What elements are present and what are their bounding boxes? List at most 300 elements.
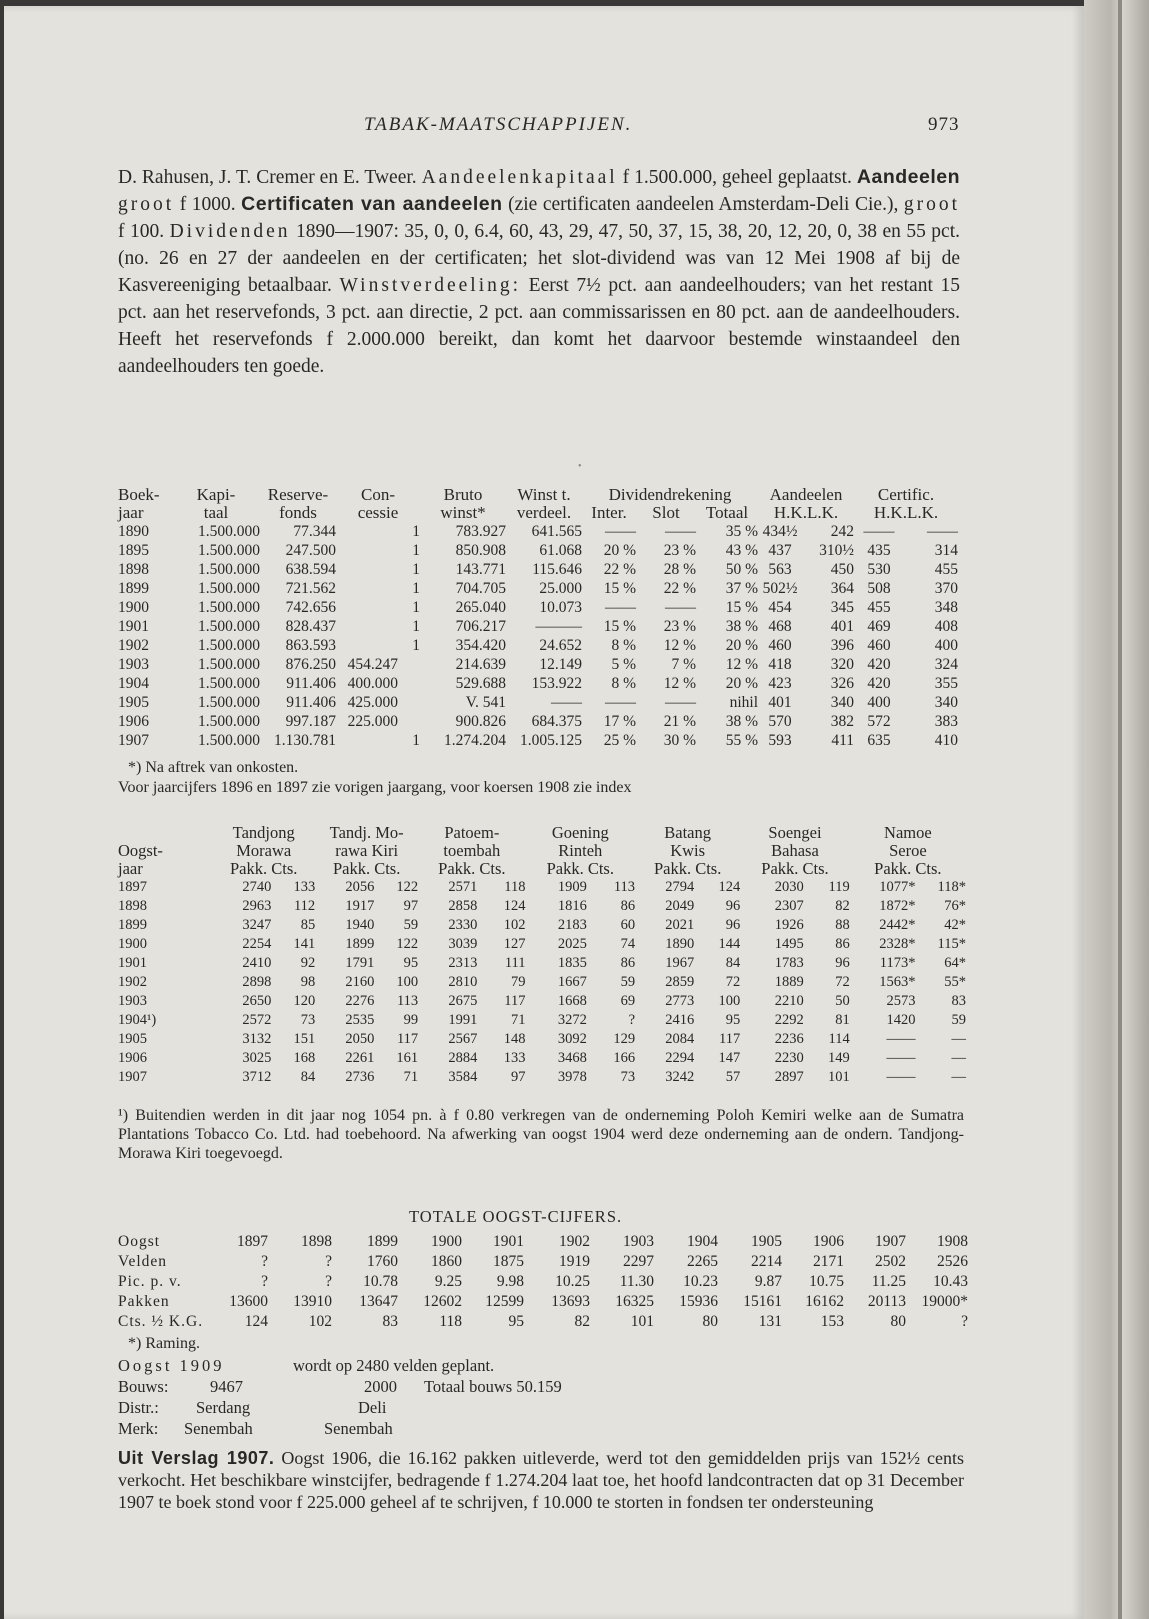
table-cell: 1926 [774, 917, 804, 933]
table-cell: 502½ [762, 580, 798, 597]
table-cell: 1907 [118, 732, 149, 749]
table-cell: 2810 [448, 974, 478, 990]
table-cell: 1907 [118, 1069, 147, 1085]
table-row [118, 1011, 966, 1030]
table-cell: 12602 [423, 1293, 462, 1310]
table-cell: 2884 [448, 1050, 478, 1066]
table-cell: 1 [412, 637, 420, 654]
table-cell: 28 % [663, 561, 696, 578]
dividends-label: Dividenden [169, 221, 291, 242]
harvest-header-row-2 [118, 842, 966, 860]
table-cell: 2265 [687, 1253, 718, 1270]
table-cell: 401 [768, 694, 792, 711]
distr-value: Serdang [196, 1398, 251, 1417]
table-cell: 15936 [679, 1293, 718, 1310]
table-cell: 3272 [557, 1012, 587, 1028]
table-cell: 1900 [118, 599, 149, 616]
shares-size: f 1000. [179, 194, 236, 215]
table-cell: 149 [828, 1050, 850, 1066]
table-cell: 9.87 [754, 1273, 782, 1290]
table-cell: 71 [511, 1012, 526, 1028]
table-cell: 314 [934, 542, 958, 559]
page-title: TABAK-MAATSCHAPPIJEN. [364, 114, 633, 135]
estate-header: Seroe [889, 841, 927, 860]
company-description [118, 164, 960, 380]
table-cell: 1899 [118, 580, 149, 597]
table-cell: 997.187 [285, 713, 336, 730]
table-cell: 80 [702, 1313, 718, 1330]
table-cell: 354.420 [455, 637, 506, 654]
table-cell: 151 [293, 1031, 316, 1047]
table-cell: 2049 [665, 898, 695, 914]
table-cell: —— [605, 523, 636, 540]
merk-label: Merk: [118, 1419, 159, 1438]
table-cell: 73 [620, 1069, 636, 1085]
table-cell: 326 [830, 675, 854, 692]
table-cell: 10.75 [809, 1273, 844, 1290]
table-cell: 2297 [623, 1253, 654, 1270]
table-cell: 225.000 [347, 713, 398, 730]
table-cell: 3025 [242, 1050, 272, 1066]
finance-header-row-1 [118, 486, 958, 504]
table-cell: 2261 [345, 1050, 375, 1066]
table-cell: 1667 [557, 974, 587, 990]
table-row [118, 1232, 968, 1252]
table-cell: 2535 [345, 1012, 375, 1028]
table-cell: 43 % [725, 542, 758, 559]
table-cell: 73 [300, 1012, 316, 1028]
table-cell: —— [605, 599, 636, 616]
table-cell: 1077* [879, 879, 916, 895]
table-cell: 2214 [751, 1253, 782, 1270]
table-cell: 1903 [623, 1233, 654, 1250]
col-header: verdeel. [516, 503, 572, 522]
table-cell: 15 % [603, 580, 636, 597]
estate-header: Patoem- [444, 823, 500, 842]
table-cell: 147 [718, 1050, 741, 1066]
table-cell: 320 [830, 656, 854, 673]
table-cell: 3132 [242, 1031, 272, 1047]
table-cell: 383 [934, 713, 958, 730]
table-cell: Oogst [118, 1233, 161, 1250]
table-row [118, 1049, 966, 1068]
table-cell: 3092 [557, 1031, 587, 1047]
finance-table-body [118, 522, 958, 750]
table-cell [336, 731, 398, 750]
table-cell: 1 [412, 599, 420, 616]
table-cell: 345 [830, 599, 854, 616]
table-cell: 2573 [886, 993, 916, 1009]
table-cell: 2307 [774, 898, 804, 914]
board-members: D. Rahusen, J. T. Cremer en E. Tweer. [118, 167, 417, 188]
table-cell: 423 [768, 675, 792, 692]
col-header: Kapi- [196, 485, 236, 504]
table-cell: 1897 [237, 1233, 268, 1250]
table-cell: 20113 [867, 1293, 906, 1310]
annual-report-excerpt [118, 1447, 964, 1513]
harvest-1909-text: wordt op 2480 velden geplant. [293, 1356, 495, 1375]
totals-table [118, 1232, 968, 1332]
table-cell: 2963 [242, 898, 272, 914]
table-cell: 1860 [431, 1253, 462, 1270]
table-cell: 2675 [448, 993, 478, 1009]
table-cell: 1.500.000 [198, 580, 260, 597]
table-cell: 1901 [118, 618, 149, 635]
table-cell: 60 [620, 917, 636, 933]
table-cell: 310½ [819, 542, 854, 559]
col-header: Con- [361, 485, 395, 504]
harvest-table [118, 824, 966, 1087]
table-cell: 122 [396, 936, 419, 952]
bouws-label: Bouws: [118, 1377, 169, 1396]
profit-distribution-text: Eerst 7½ pct. aan aandeelhouders; van het restant 15 pct. aan het reservefonds, 3 pct. aan directie, 2 pct. aan commissarissen en 80 pct. aan de aandeelhouders. Heeft het reservefonds f 2.000.000 bereikt, dan komt het daarvoor bestemde winstaandeel den aandeelhouders ten goede. [118, 275, 960, 377]
table-cell: 1 [412, 618, 420, 635]
table-cell: 37 % [725, 580, 758, 597]
intro-paragraph [118, 164, 960, 380]
table-cell: 420 [867, 656, 891, 673]
unit-header: Pakk. Cts. [546, 859, 614, 878]
table-cell: 23 % [663, 618, 696, 635]
table-cell: 10.23 [683, 1273, 718, 1290]
table-cell: 1.500.000 [198, 599, 260, 616]
table-cell: 1 [412, 580, 420, 597]
table-cell: 1835 [557, 955, 587, 971]
table-cell: 10.43 [933, 1273, 968, 1290]
col-header: Slot [652, 503, 680, 522]
table-cell: 3584 [448, 1069, 478, 1085]
table-cell: 96 [835, 955, 850, 971]
table-cell: 2056 [345, 879, 375, 895]
table-cell: 400 [867, 694, 891, 711]
table-cell: 1890 [118, 523, 149, 540]
table-cell: 92 [300, 955, 316, 971]
table-cell: 1791 [345, 955, 375, 971]
table-cell: 1906 [118, 1050, 147, 1066]
table-cell: 1889 [774, 974, 804, 990]
table-cell: 721.562 [285, 580, 336, 597]
table-cell: — [951, 1050, 966, 1066]
table-cell: 124 [503, 898, 526, 914]
table-cell: 1898 [118, 898, 147, 914]
table-cell: 635 [867, 732, 891, 749]
table-cell: 10.25 [555, 1273, 590, 1290]
table-cell: 98 [300, 974, 316, 990]
estate-header: Kwis [670, 841, 706, 860]
table-cell: 1783 [774, 955, 804, 971]
col-header: jaar [118, 503, 144, 522]
col-header: Inter. [591, 503, 627, 522]
table-cell: —— [927, 523, 958, 540]
table-cell: 1890 [665, 936, 695, 952]
col-header: H.K.L.K. [873, 503, 939, 522]
table-cell: 15 % [725, 599, 758, 616]
table-cell: 1901 [493, 1233, 524, 1250]
table-cell: 102 [308, 1313, 332, 1330]
table-cell: ? [325, 1273, 332, 1290]
table-cell: 64* [944, 955, 966, 971]
share-capital-label: Aandeelenkapitaal [421, 167, 618, 188]
table-cell: 8 % [611, 637, 636, 654]
harvest-header-row-3 [118, 860, 966, 878]
table-cell: 86 [620, 955, 636, 971]
table-cell: 118* [937, 879, 966, 895]
table-cell: 530 [867, 561, 891, 578]
table-cell: 1907 [875, 1233, 906, 1250]
book-page [4, 6, 1084, 1619]
table-row [118, 954, 966, 973]
table-cell: 113 [613, 879, 636, 895]
table-cell: 77.344 [293, 523, 336, 540]
unit-header: Pakk. Cts. [761, 859, 829, 878]
merk-value: Senembah [324, 1419, 393, 1438]
table-cell: 529.688 [455, 675, 506, 692]
table-cell [336, 636, 398, 655]
harvest-table-body [118, 878, 966, 1087]
table-cell: 59 [403, 917, 419, 933]
table-cell: 1.500.000 [198, 656, 260, 673]
table-cell: 340 [830, 694, 854, 711]
table-cell: 460 [768, 637, 792, 654]
table-cell: 161 [396, 1050, 419, 1066]
table-cell: 563 [768, 561, 792, 578]
table-row [118, 992, 966, 1011]
table-cell: 900.826 [455, 713, 506, 730]
table-cell: 131 [758, 1313, 782, 1330]
table-cell: 2210 [774, 993, 804, 1009]
shares-size-word: groot [118, 194, 175, 215]
totals-table-body [118, 1232, 968, 1332]
book-gutter [1118, 0, 1122, 1619]
table-cell: ? [261, 1273, 268, 1290]
table-cell: 76* [944, 898, 966, 914]
table-row [118, 598, 958, 617]
table-cell: 79 [511, 974, 526, 990]
unit-header: Pakk. Cts. [653, 859, 722, 878]
table-cell: 1917 [345, 898, 375, 914]
table-cell: —— [665, 694, 696, 711]
table-cell: 10.073 [539, 599, 582, 616]
table-row [118, 560, 958, 579]
estate-header: Tandjong [232, 823, 295, 842]
table-cell: 1906 [118, 713, 149, 730]
table-cell: 1904 [687, 1233, 718, 1250]
table-cell: 469 [867, 618, 891, 635]
distr-label: Distr.: [118, 1398, 159, 1417]
table-cell: 1.500.000 [198, 618, 260, 635]
table-cell: nihil [729, 694, 758, 711]
table-cell: 1.274.204 [444, 732, 506, 749]
col-header: winst* [440, 503, 486, 522]
table-cell [398, 655, 420, 674]
estate-header: Rinteh [558, 841, 603, 860]
table-cell: 153.922 [531, 675, 582, 692]
table-cell: 84 [300, 1069, 316, 1085]
col-header: taal [203, 503, 229, 522]
annual-report-text: Oogst 1906, die 16.162 pakken uitleverde, werd tot den gemiddelden prijs van 152½ cents verkocht. Het beschikbare winstcijfer, bedragende f 1.274.204 laat toe, het hoofd landcontracten dat op 31 December 1907 te boek stond voor f 225.000 geheel af te schrijven, f 10.000 te storten in fondsen ter ondersteuning [118, 1448, 965, 1512]
table-cell: ? [961, 1313, 968, 1330]
table-cell: —— [665, 599, 696, 616]
table-cell: 1903 [118, 993, 147, 1009]
col-header: fonds [279, 503, 317, 522]
table-cell: 95 [508, 1313, 524, 1330]
table-cell: 783.927 [455, 523, 506, 540]
table-cell: 2328* [879, 936, 916, 952]
table-cell: 97 [511, 1069, 526, 1085]
table-cell: 2773 [665, 993, 695, 1009]
bouws-total: Totaal bouws 50.159 [424, 1377, 562, 1396]
table-cell [336, 522, 398, 541]
table-cell: 2292 [774, 1012, 804, 1028]
table-cell: 86 [835, 936, 850, 952]
table-cell: 133 [503, 1050, 526, 1066]
table-cell: 129 [613, 1031, 636, 1047]
table-row [118, 1312, 968, 1332]
table-cell: 2183 [557, 917, 587, 933]
table-cell: 2230 [774, 1050, 804, 1066]
table-cell: 1898 [301, 1233, 332, 1250]
table-cell: 570 [768, 713, 792, 730]
table-cell: 2330 [448, 917, 478, 933]
table-cell: 1 [412, 732, 420, 749]
table-cell: 911.406 [286, 694, 336, 711]
table-cell: 2254 [242, 936, 272, 952]
table-cell: 115.646 [532, 561, 582, 578]
table-cell: 72 [835, 974, 850, 990]
table-cell: 38 % [725, 618, 758, 635]
table-row [118, 617, 958, 636]
table-cell: 101 [828, 1069, 850, 1085]
table-cell: 1900 [431, 1233, 462, 1250]
table-cell: 396 [830, 637, 854, 654]
table-cell: 400 [934, 637, 958, 654]
table-cell: 1991 [448, 1012, 478, 1028]
table-cell: 85 [300, 917, 316, 933]
table-cell: 119 [828, 879, 850, 895]
table-cell: 21 % [663, 713, 696, 730]
table-cell: 80 [890, 1313, 906, 1330]
table-cell: 863.593 [285, 637, 336, 654]
table-cell: Pakken [118, 1293, 170, 1310]
table-row [118, 1272, 968, 1292]
table-cell: 1.005.125 [520, 732, 582, 749]
table-cell: 122 [396, 879, 419, 895]
table-cell: 117 [504, 993, 526, 1009]
table-cell: 1909 [557, 879, 587, 895]
table-cell: 69 [620, 993, 636, 1009]
table-cell: 153 [820, 1313, 844, 1330]
table-cell: 1816 [557, 898, 587, 914]
table-cell: Velden [118, 1253, 168, 1270]
shares-label: Aandeelen [856, 166, 961, 188]
table-cell: 1495 [774, 936, 804, 952]
table-cell: 454 [768, 599, 792, 616]
table-cell: 265.040 [455, 599, 506, 616]
table-cell: 1563* [879, 974, 916, 990]
table-cell: 1919 [559, 1253, 590, 1270]
finance-note: Voor jaarcijfers 1896 en 1897 zie vorigen jaargang, voor koersen 1908 zie index [118, 779, 632, 796]
table-row [118, 712, 958, 731]
table-row [118, 878, 966, 897]
finance-header-row-2 [118, 504, 958, 522]
table-cell: 911.406 [286, 675, 336, 692]
table-cell: —— [886, 1031, 916, 1047]
table-cell: 2084 [665, 1031, 695, 1047]
table-cell: 1905 [118, 1031, 147, 1047]
table-cell: 115* [937, 936, 966, 952]
table-cell: 2276 [345, 993, 375, 1009]
table-cell: 144 [718, 936, 741, 952]
table-cell: 20 % [725, 637, 758, 654]
table-cell: 468 [768, 618, 792, 635]
finance-table [118, 486, 958, 750]
col-header: Boek- [118, 485, 160, 504]
table-cell: 30 % [663, 732, 696, 749]
table-cell: 117 [719, 1031, 741, 1047]
table-cell: 2736 [345, 1069, 375, 1085]
table-cell: 118 [439, 1313, 462, 1330]
table-cell: ? [325, 1253, 332, 1270]
table-cell: 450 [830, 561, 854, 578]
ink-dot: • [578, 461, 582, 472]
table-cell: 1902 [118, 637, 149, 654]
table-cell: 1.500.000 [198, 694, 260, 711]
col-header: Totaal [705, 503, 749, 522]
table-cell: 1908 [937, 1233, 968, 1250]
table-cell: 141 [293, 936, 316, 952]
table-cell: 88 [835, 917, 850, 933]
table-cell: 420 [867, 675, 891, 692]
table-cell: 59 [620, 974, 636, 990]
estate-header: toembah [443, 841, 501, 860]
table-cell: 24.652 [539, 637, 582, 654]
table-row [118, 655, 958, 674]
merk-value: Senembah [184, 1419, 253, 1438]
table-cell: 408 [934, 618, 958, 635]
table-cell: 72 [725, 974, 741, 990]
table-cell: 82 [835, 898, 850, 914]
estate-header: Goening [551, 823, 609, 842]
table-cell: 13600 [229, 1293, 268, 1310]
certificates-size: f 100. [118, 221, 165, 242]
table-cell: 148 [503, 1031, 526, 1047]
table-cell: 638.594 [285, 561, 336, 578]
table-cell: 1904 [118, 675, 149, 692]
annual-report-label: Uit Verslag 1907. [118, 1448, 275, 1468]
table-cell: 2898 [242, 974, 272, 990]
estate-header: Soengei [768, 823, 822, 842]
table-cell: —— [886, 1050, 916, 1066]
table-cell: 2567 [448, 1031, 478, 1047]
table-cell: 117 [396, 1031, 419, 1047]
table-cell: 1940 [345, 917, 375, 933]
table-cell: 1899 [345, 936, 375, 952]
table-cell: 50 % [725, 561, 758, 578]
table-cell: 112 [293, 898, 316, 914]
unit-header: jaar [118, 859, 143, 878]
table-cell: 42* [944, 917, 966, 933]
table-cell: 340 [934, 694, 958, 711]
estate-header: Namoe [884, 823, 932, 842]
table-cell: 101 [630, 1313, 654, 1330]
table-cell: 15 % [603, 618, 636, 635]
table-row [118, 731, 958, 750]
table-cell: 2502 [875, 1253, 906, 1270]
table-cell: 102 [503, 917, 526, 933]
table-cell: 25.000 [539, 580, 582, 597]
table-cell: 12 % [663, 675, 696, 692]
table-cell: 15161 [743, 1293, 782, 1310]
table-cell: 1760 [367, 1253, 398, 1270]
